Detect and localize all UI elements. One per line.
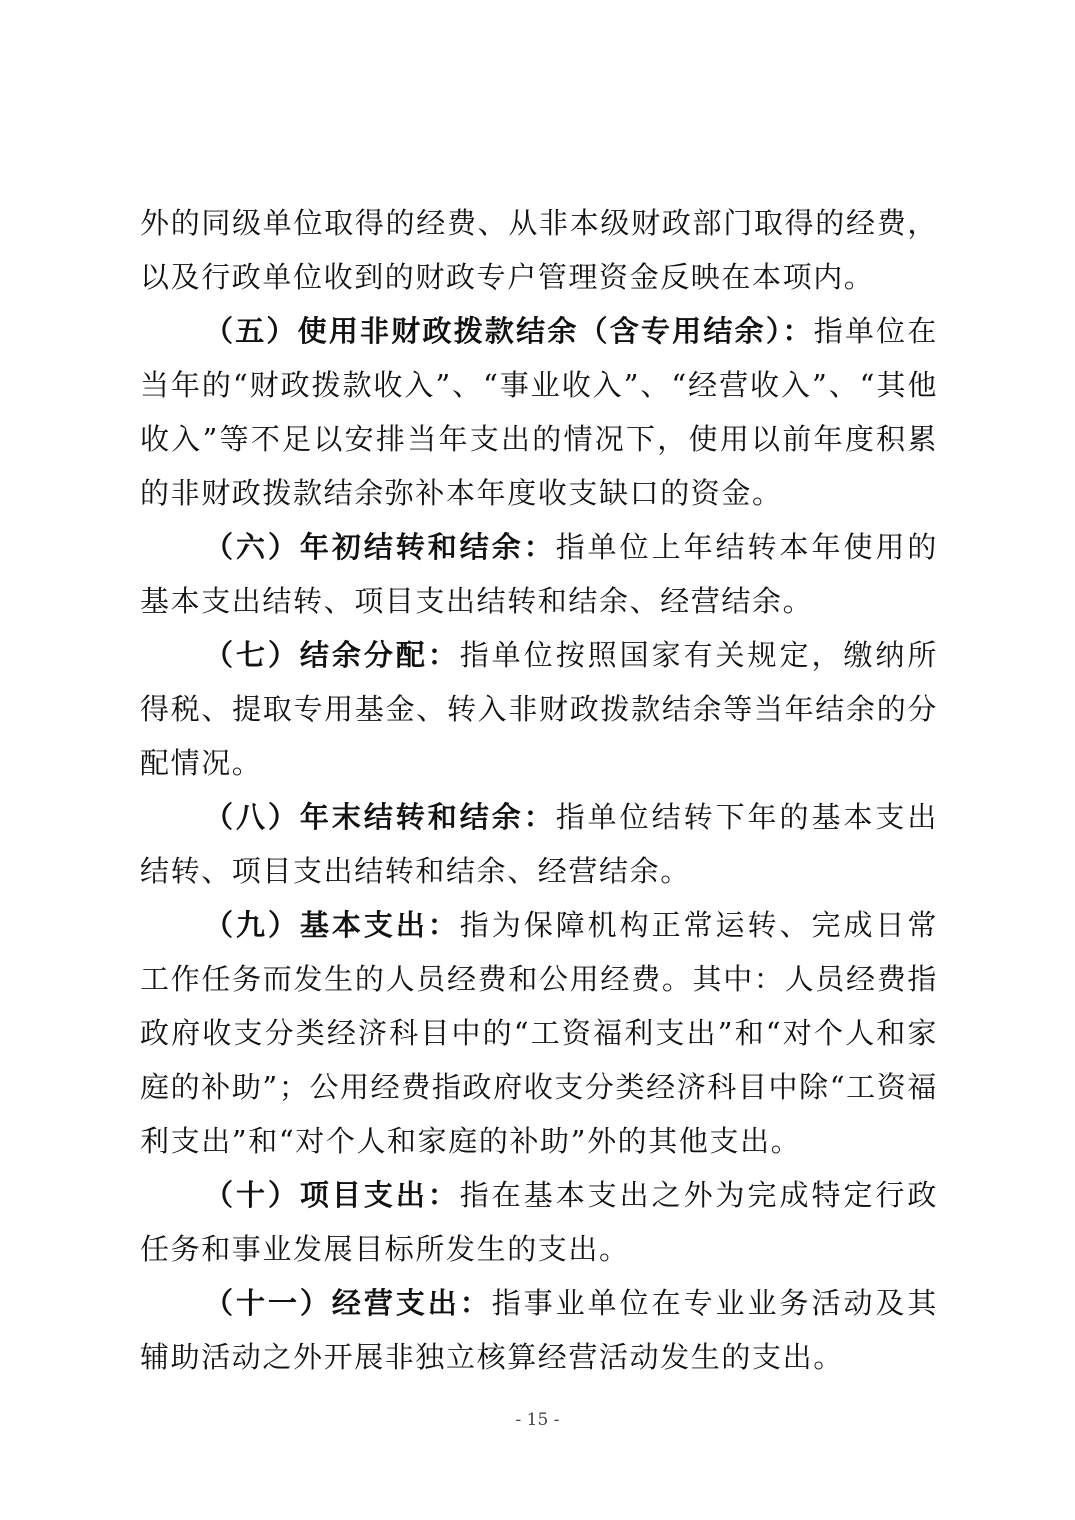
paragraph-text: 指单位结转下年的基本支出结转、项目支出结转和结余、经营结余。 — [140, 800, 938, 888]
paragraph-item-9 — [140, 898, 938, 1168]
document-body — [140, 196, 938, 1384]
paragraph-heading: （五）使用非财政拨款结余（含专用结余）： — [204, 314, 814, 348]
paragraph-text: 指为保障机构正常运转、完成日常工作任务而发生的人员经费和公用经费。其中：人员经费指政府收支分类经济科目中的“工资福利支出”和“对个人和家庭的补助”；公用经费指政府收支分类经济科目中除“工资福利支出”和“对个人和家庭的补助”外的其他支出。 — [140, 908, 938, 1158]
paragraph-item-10 — [140, 1168, 938, 1276]
paragraph-text: 指事业单位在专业业务活动及其辅助活动之外开展非独立核算经营活动发生的支出。 — [140, 1286, 938, 1374]
paragraph-item-7 — [140, 628, 938, 790]
paragraph-item-8 — [140, 790, 938, 898]
paragraph-text: 外的同级单位取得的经费、从非本级财政部门取得的经费，以及行政单位收到的财政专户管理资金反映在本项内。 — [140, 206, 938, 294]
paragraph-heading: （七）结余分配： — [204, 638, 460, 672]
paragraph-text: 指单位在当年的“财政拨款收入”、“事业收入”、“经营收入”、“其他收入”等不足以安排当年支出的情况下，使用以前年度积累的非财政拨款结余弥补本年度收支缺口的资金。 — [140, 314, 938, 510]
paragraph-text: 指单位按照国家有关规定，缴纳所得税、提取专用基金、转入非财政拨款结余等当年结余的分配情况。 — [140, 638, 938, 780]
paragraph-item-11 — [140, 1276, 938, 1384]
paragraph-heading: （八）年末结转和结余： — [204, 800, 556, 834]
paragraph-text: 指单位上年结转本年使用的基本支出结转、项目支出结转和结余、经营结余。 — [140, 530, 938, 618]
paragraph-heading: （六）年初结转和结余： — [204, 530, 556, 564]
paragraph-continuation — [140, 196, 938, 304]
paragraph-item-5 — [140, 304, 938, 520]
paragraph-text: 指在基本支出之外为完成特定行政任务和事业发展目标所发生的支出。 — [140, 1178, 938, 1266]
paragraph-item-6 — [140, 520, 938, 628]
page-number: - 15 - — [515, 1410, 560, 1430]
paragraph-heading: （十）项目支出： — [204, 1178, 460, 1212]
paragraph-heading: （十一）经营支出： — [204, 1286, 492, 1320]
paragraph-heading: （九）基本支出： — [204, 908, 460, 942]
